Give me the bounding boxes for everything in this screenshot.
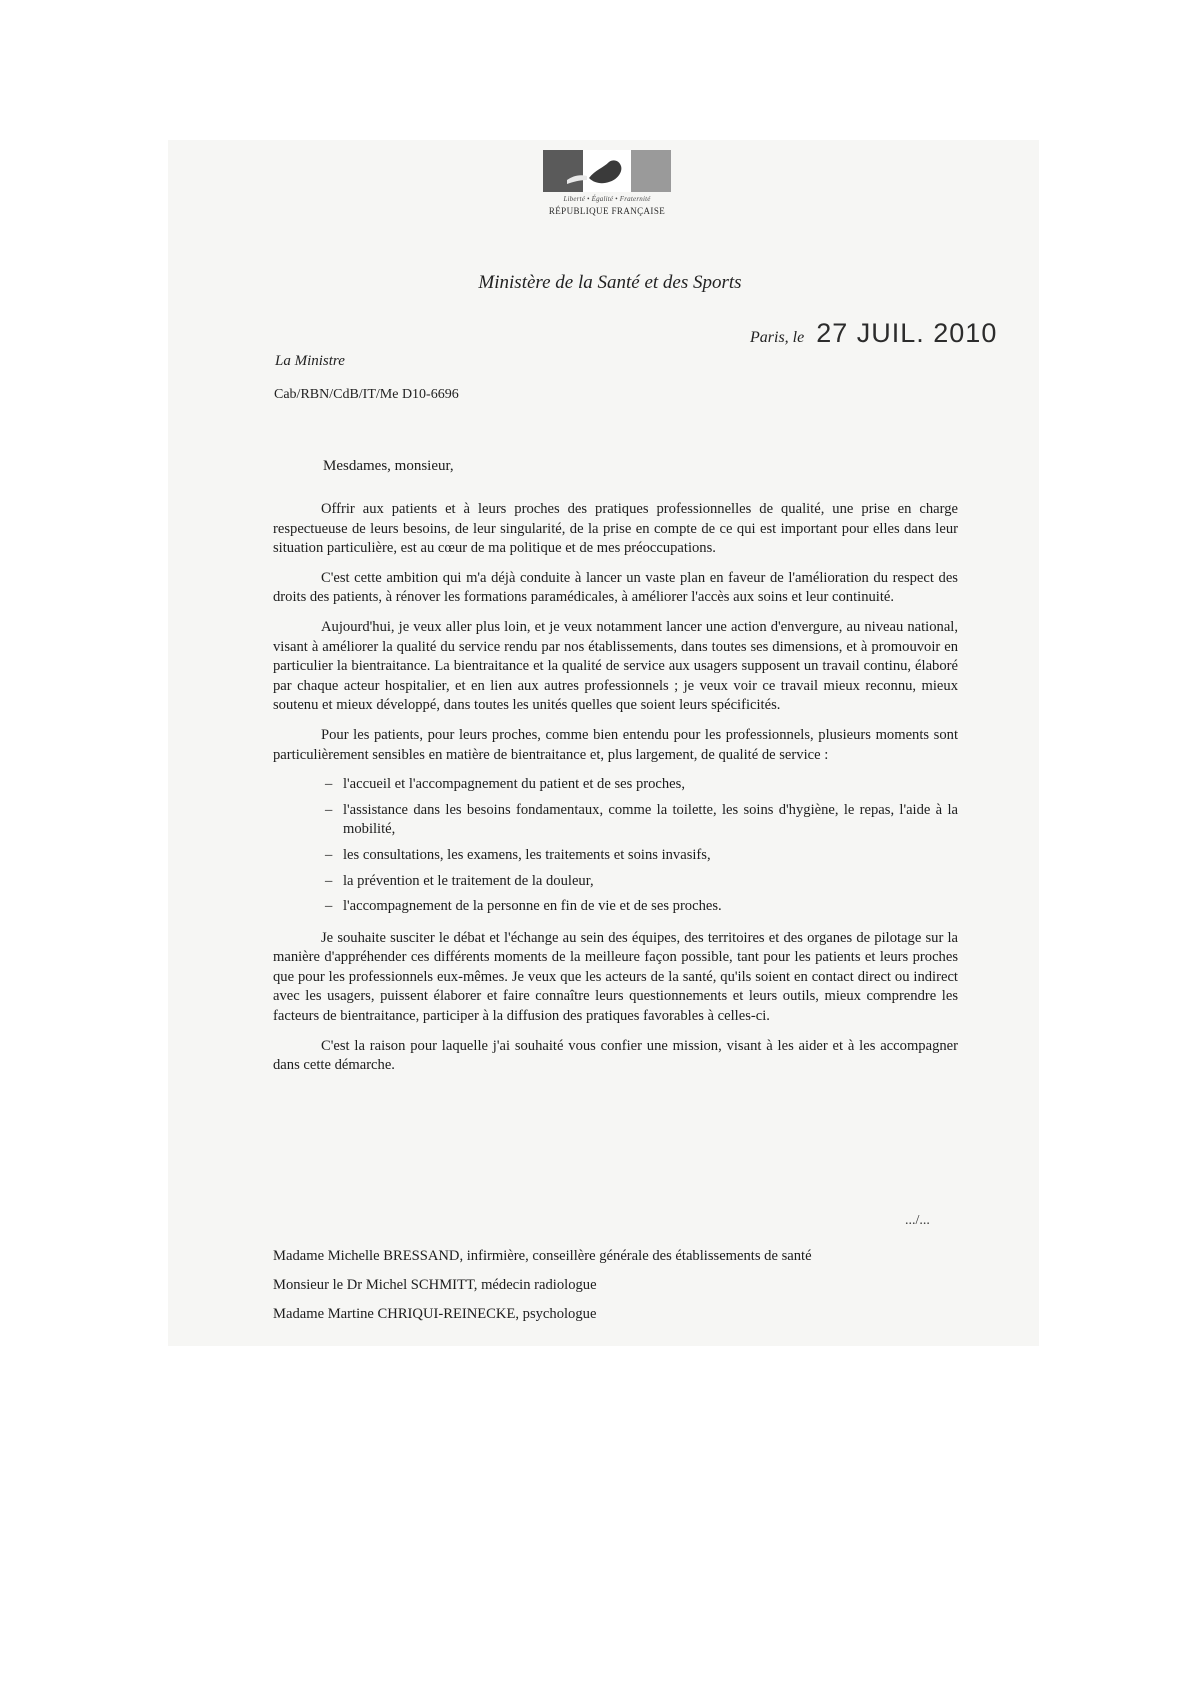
signatory-title: La Ministre bbox=[275, 353, 345, 369]
dash-bullet: – bbox=[325, 846, 333, 863]
republique-francaise-logo bbox=[541, 150, 673, 216]
ministry-name: Ministère de la Santé et des Sports bbox=[478, 272, 742, 293]
recipient: Madame Michelle BRESSAND, infirmière, conseillère générale des établissements de santé bbox=[273, 1248, 812, 1264]
paragraph: C'est cette ambition qui m'a déjà conduite à lancer un vaste plan en faveur de l'amélioration du respect des droits des patients, à rénover les formations paramédicales, à améliorer l'accès aux soins et leur continuité. bbox=[273, 569, 958, 606]
reference-number: Cab/RBN/CdB/IT/Me D10-6696 bbox=[274, 387, 459, 402]
date-line bbox=[750, 318, 997, 349]
recipient: Monsieur le Dr Michel SCHMITT, médecin radiologue bbox=[273, 1277, 597, 1293]
marianne-logo-icon bbox=[543, 150, 671, 192]
date-stamp: 27 JUIL. 2010 bbox=[816, 318, 998, 348]
paragraph: Je souhaite susciter le débat et l'échange au sein des équipes, des territoires et des organes de pilotage sur la manière d'appréhender ces différents moments de la meilleure façon possible, tant pour les patients et leurs proches que pour les professionnels eux-mêmes. Je veux que les acteurs de la santé, qu'ils soient en contact direct ou indirect avec les usagers, puissent élaborer et faire connaître leurs questionnements et leurs outils, mieux comprendre les facteurs de bientraitance, participer à la diffusion des pratiques favorables à celles-ci. bbox=[273, 929, 958, 1025]
letter-body bbox=[273, 500, 958, 1076]
list-item-text: l'accompagnement de la personne en fin de vie et de ses proches. bbox=[343, 898, 722, 915]
salutation: Mesdames, monsieur, bbox=[323, 458, 454, 474]
dash-bullet: – bbox=[325, 898, 333, 915]
motto-text: Liberté • Égalité • Fraternité bbox=[563, 195, 651, 203]
paragraph: C'est la raison pour laquelle j'ai souhaité vous confier une mission, visant à les aider et à les accompagner dans cette démarche. bbox=[273, 1037, 958, 1074]
recipients-block bbox=[273, 1248, 812, 1335]
list-item bbox=[273, 872, 958, 892]
date-prefix: Paris, le bbox=[750, 329, 805, 346]
list-item bbox=[273, 846, 958, 866]
list-item-text: les consultations, les examens, les traitements et soins invasifs, bbox=[343, 846, 711, 863]
list-item-text: la prévention et le traitement de la douleur, bbox=[343, 872, 594, 889]
dash-bullet: – bbox=[325, 872, 333, 889]
republic-name: RÉPUBLIQUE FRANÇAISE bbox=[548, 206, 666, 216]
bullet-list bbox=[273, 775, 958, 917]
list-item-text: l'accueil et l'accompagnement du patient et de ses proches, bbox=[343, 776, 685, 793]
paragraph: Pour les patients, pour leurs proches, comme bien entendu pour les professionnels, plusieurs moments sont particulièrement sensibles en matière de bientraitance et, plus largement, de qualité de service : bbox=[273, 726, 958, 763]
dash-bullet: – bbox=[325, 801, 333, 818]
paragraph: Offrir aux patients et à leurs proches des pratiques professionnelles de qualité, une prise en charge respectueuse de leurs besoins, de leur singularité, de la prise en compte de ce qui est important pour elles dans leur situation particulière, est au cœur de ma politique et de mes préoccupations. bbox=[273, 501, 958, 557]
list-item bbox=[273, 897, 958, 917]
continuation-mark: .../... bbox=[905, 1213, 930, 1228]
list-item-text: l'assistance dans les besoins fondamentaux, comme la toilette, les soins d'hygiène, le repas, l'aide à la mobilité, bbox=[343, 801, 958, 838]
recipient: Madame Martine CHRIQUI-REINECKE, psychologue bbox=[273, 1306, 597, 1322]
list-item bbox=[273, 801, 958, 840]
dash-bullet: – bbox=[325, 776, 333, 793]
list-item bbox=[273, 775, 958, 795]
paragraph: Aujourd'hui, je veux aller plus loin, et je veux notamment lancer une action d'envergure, au niveau national, visant à améliorer la qualité du service rendu par nos établissements, dans toutes ses dimensions, et à promouvoir en particulier la bientraitance. La bientraitance et la qualité de service aux usagers supposent un travail continu, élaboré par chaque acteur hospitalier, et en lien aux autres professionnels ; je veux voir ce travail mieux reconnu, mieux soutenu et mieux développé, dans toutes les unités quelles que soient leurs spécificités. bbox=[273, 618, 958, 714]
